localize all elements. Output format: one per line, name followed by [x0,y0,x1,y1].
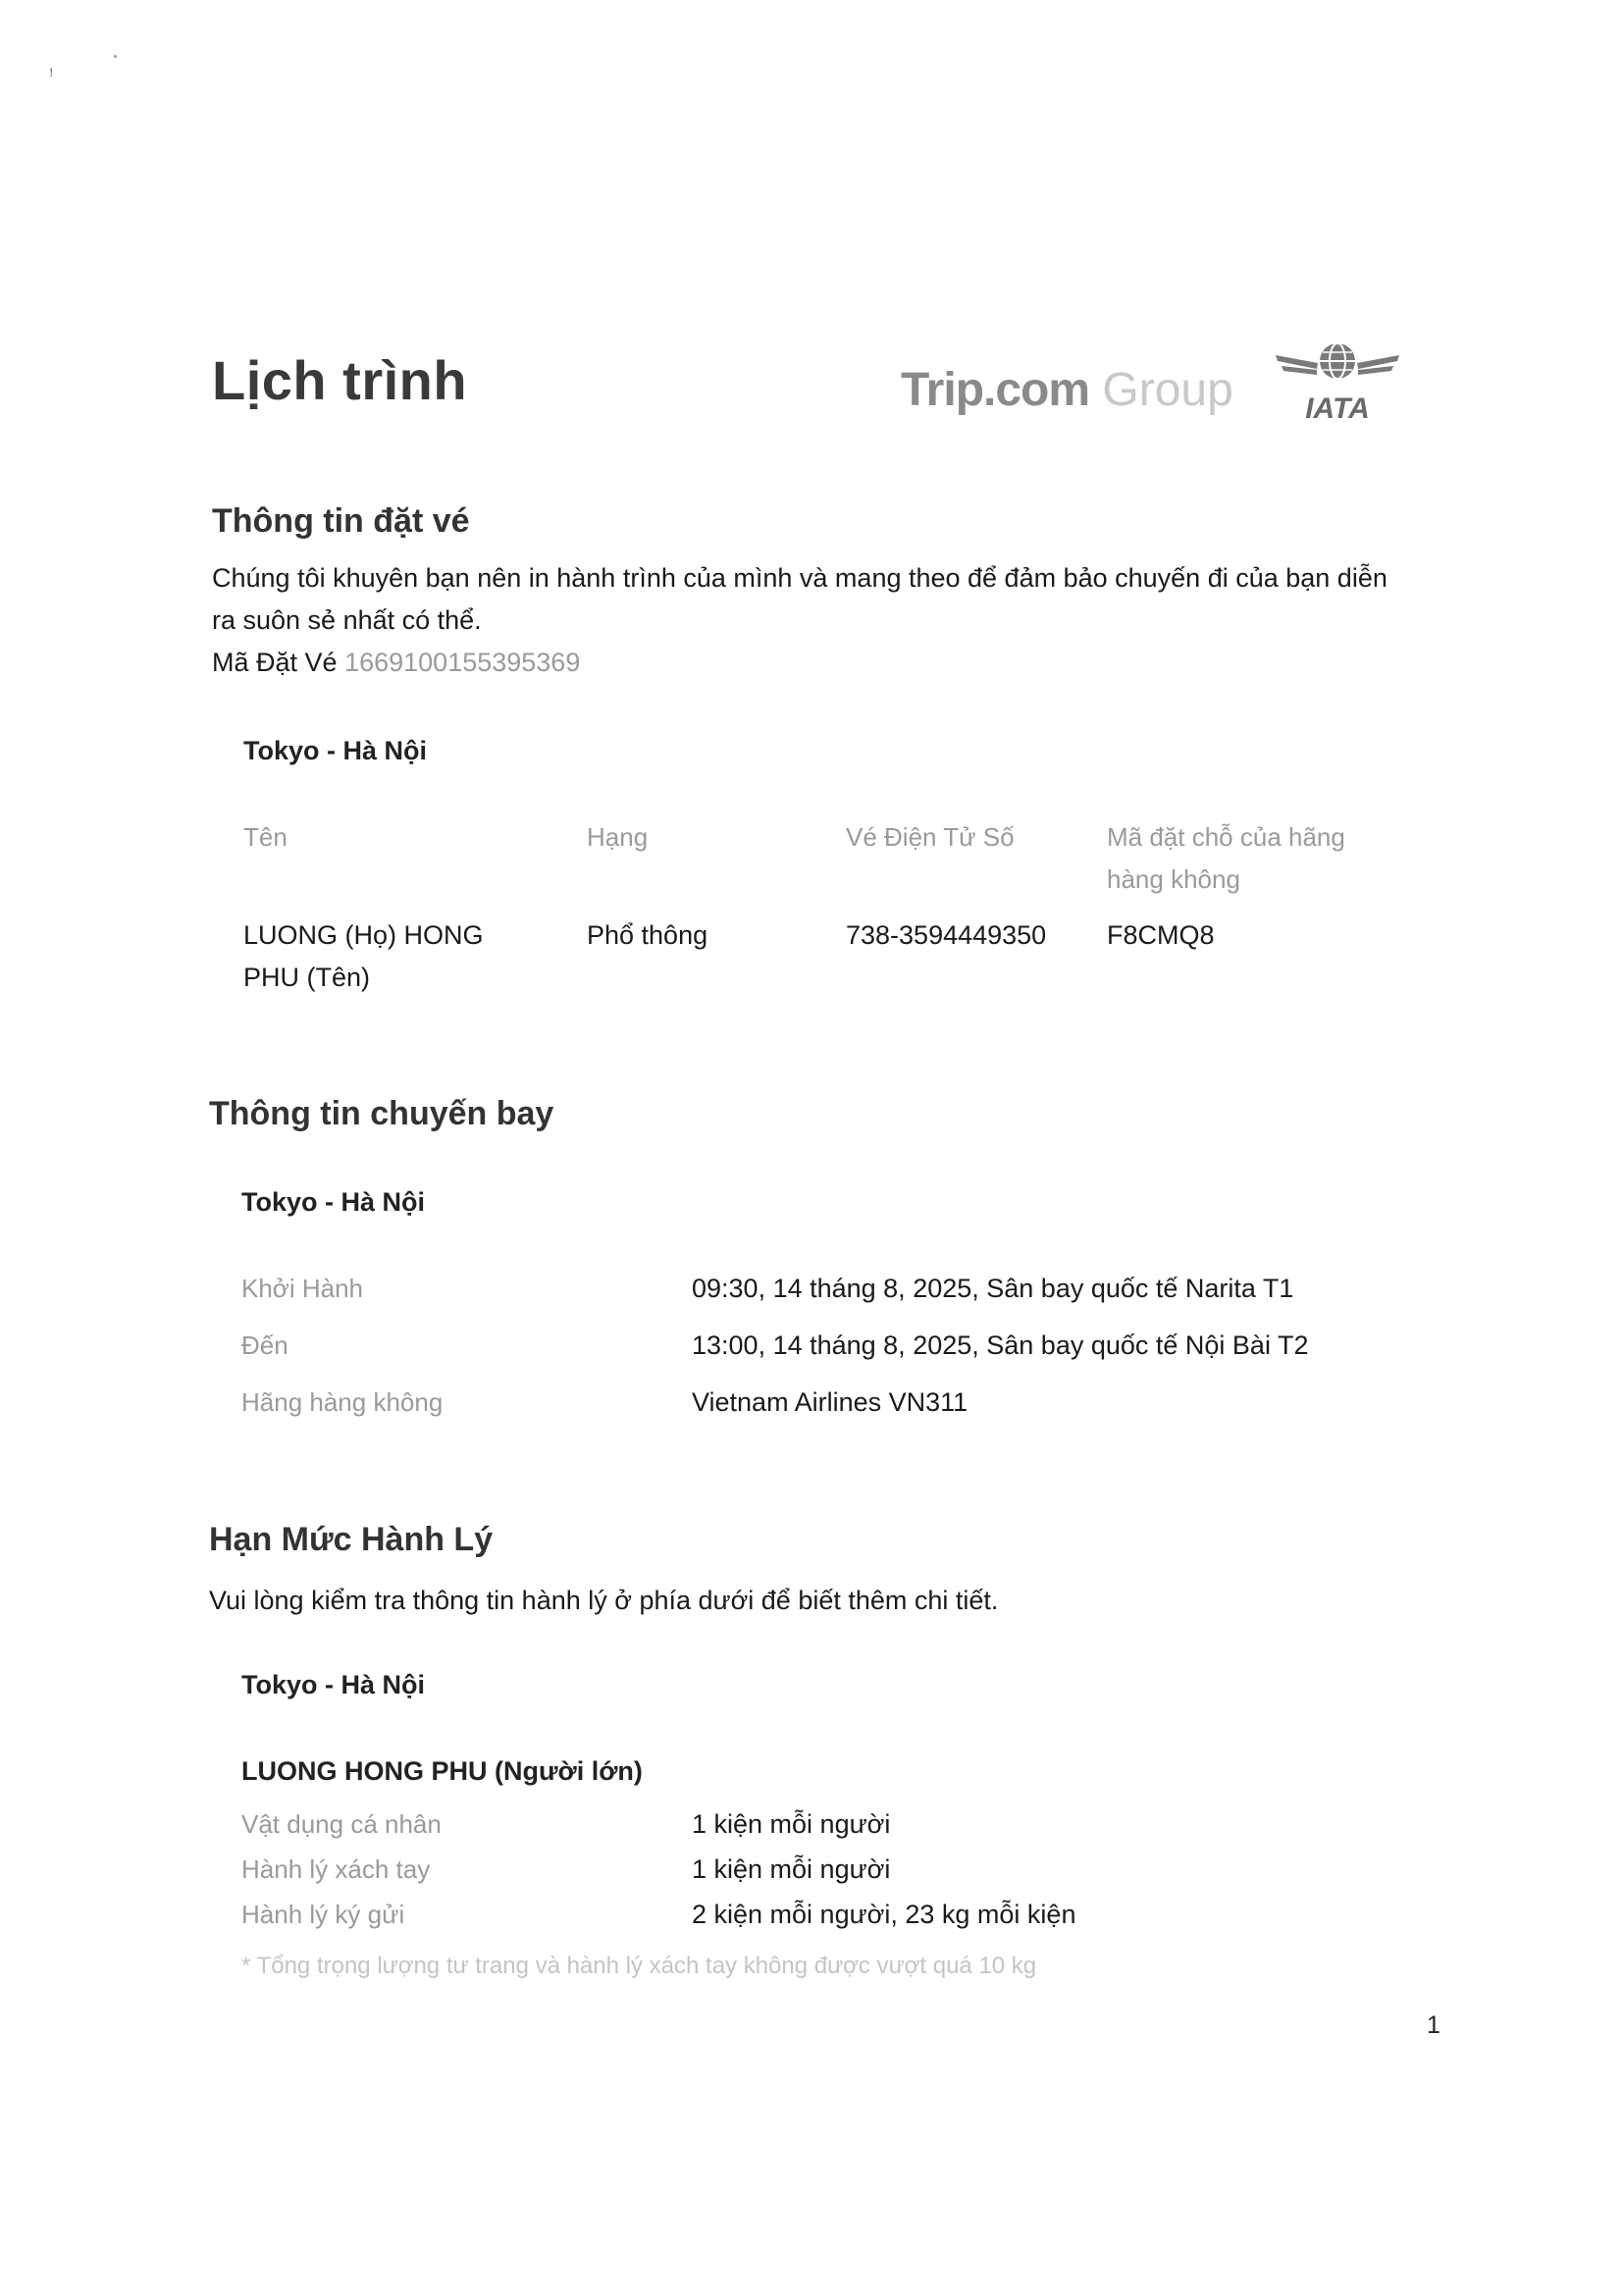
baggage-route: Tokyo - Hà Nội [241,1670,426,1699]
passenger-name-line2: PHU (Tên) [243,963,371,992]
col-header-name: Tên [243,822,288,852]
airline-pnr: F8CMQ8 [1107,920,1215,950]
booking-code-value: 1669100155395369 [344,648,581,677]
col-header-eticket: Vé Điện Tử Số [846,822,1015,852]
booking-route: Tokyo - Hà Nội [243,736,428,765]
logo-group-text: Group [1102,364,1233,416]
page-number: 1 [1427,2011,1440,2039]
flight-label-airline: Hãng hàng không [241,1387,444,1417]
col-header-pnr-line1: Mã đặt chỗ của hãng [1107,822,1345,852]
flight-label-departure: Khởi Hành [241,1274,364,1303]
logo-trip-text: Trip.com [901,364,1090,416]
booking-intro-line1: Chúng tôi khuyên bạn nên in hành trình của mình và mang theo để đảm bảo chuyến đi của bạn diễn [212,563,1387,593]
booking-code [212,642,1458,684]
flight-label-arrival: Đến [241,1331,288,1360]
scan-mark: ꜝ [49,71,54,87]
passenger-name [243,914,557,999]
passenger-name-line1: LUONG (Họ) HONG [243,920,484,950]
col-header-class: Hạng [587,822,649,852]
booking-intro-line2: ra suôn sẻ nhất có thể. [212,605,482,635]
col-header-pnr-line2: hàng không [1107,864,1240,894]
booking-intro [212,557,1458,684]
baggage-label-personal: Vật dụng cá nhân [241,1809,442,1839]
logo-iata-text: IATA [1305,392,1370,422]
flight-route: Tokyo - Hà Nội [241,1187,426,1217]
page-title: Lịch trình [212,349,468,411]
trip-com-group-logo [901,363,1233,417]
col-header-pnr [1107,816,1401,901]
baggage-value-checked: 2 kiện mỗi người, 23 kg mỗi kiện [692,1900,1076,1929]
baggage-label-carryon: Hành lý xách tay [241,1854,431,1884]
iata-logo [1274,339,1401,422]
baggage-heading: Hạn Mức Hành Lý [209,1521,494,1558]
baggage-note: * Tổng trọng lượng tư trang và hành lý xách tay không được vượt quá 10 kg [241,1953,1037,1979]
baggage-value-carryon: 1 kiện mỗi người [692,1854,891,1884]
flight-value-departure: 09:30, 14 tháng 8, 2025, Sân bay quốc tế Narita T1 [692,1274,1294,1303]
ticket-class: Phổ thông [587,920,708,950]
booking-code-label: Mã Đặt Vé [212,648,338,677]
scan-speck [114,55,117,58]
flight-info-heading: Thông tin chuyến bay [209,1095,554,1132]
flight-value-airline: Vietnam Airlines VN311 [692,1387,969,1417]
baggage-label-checked: Hành lý ký gửi [241,1900,405,1929]
booking-info-heading: Thông tin đặt vé [212,502,470,540]
flight-value-arrival: 13:00, 14 tháng 8, 2025, Sân bay quốc tế Nội Bài T2 [692,1331,1309,1360]
eticket-number: 738-3594449350 [846,920,1047,950]
baggage-passenger: LUONG HONG PHU (Người lớn) [241,1756,643,1786]
baggage-intro: Vui lòng kiểm tra thông tin hành lý ở phía dưới để biết thêm chi tiết. [209,1586,999,1615]
baggage-value-personal: 1 kiện mỗi người [692,1809,891,1839]
